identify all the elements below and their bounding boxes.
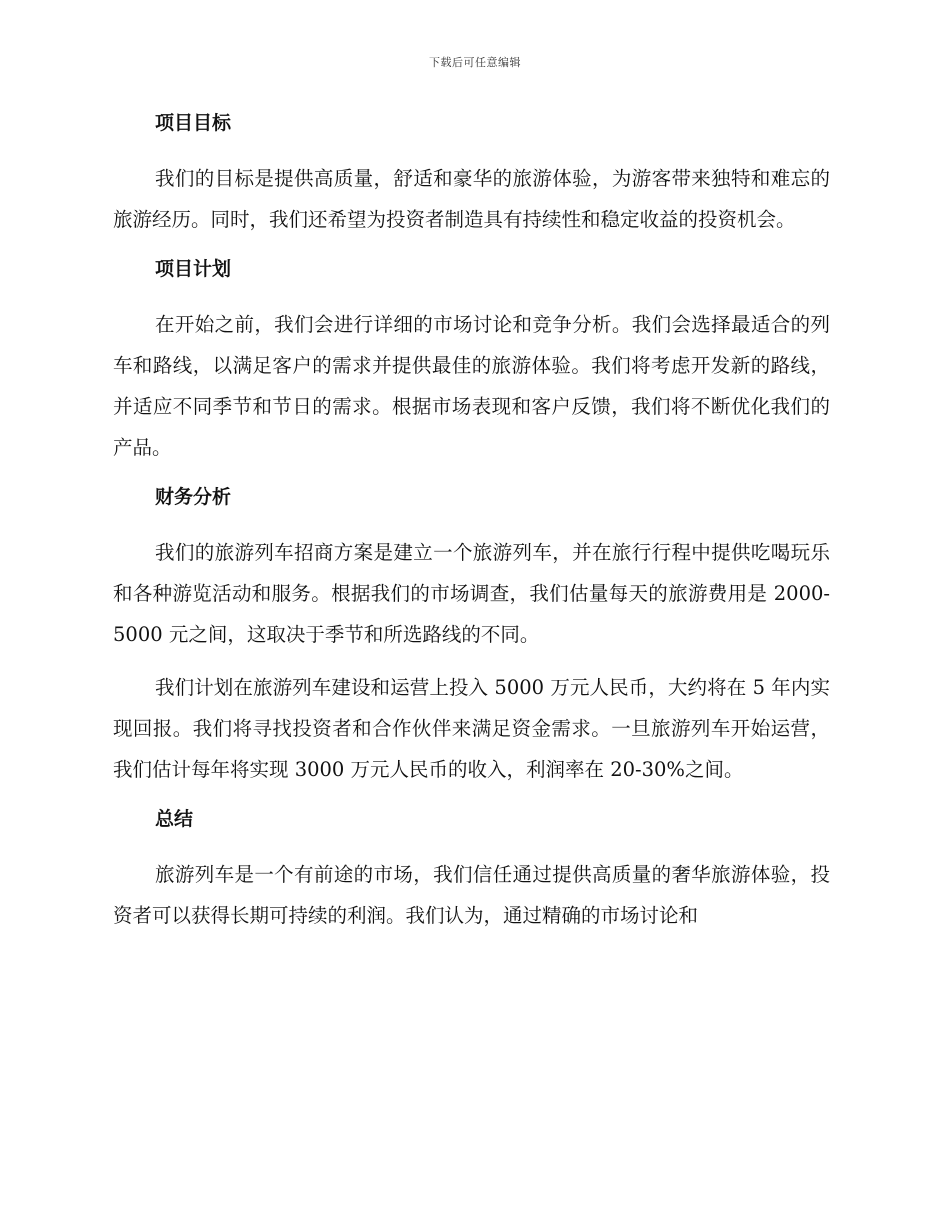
section-heading: 总结 — [155, 808, 194, 830]
section-project-plan — [113, 254, 830, 468]
paragraph: 我们计划在旅游列车建设和运营上投入 5000 万元人民币，大约将在 5 年内实现回报。我们将寻找投资者和合作伙伴来满足资金需求。一旦旅游列车开始运营，我们估计每年将实现 3000 万元人民币的收入，利润率在 20-30%之间。 — [113, 676, 830, 781]
paragraph: 我们的目标是提供高质量，舒适和豪华的旅游体验，为游客带来独特和难忘的旅游经历。同时，我们还希望为投资者制造具有持续性和稳定收益的投资机会。 — [113, 167, 830, 231]
section-summary — [113, 804, 830, 936]
document-body — [113, 108, 830, 942]
paragraph: 在开始之前，我们会进行详细的市场讨论和竞争分析。我们会选择最适合的列车和路线，以满足客户的需求并提供最佳的旅游体验。我们将考虑开发新的路线，并适应不同季节和节日的需求。根据市场表现和客户反馈，我们将不断优化我们的产品。 — [113, 313, 830, 459]
paragraph: 旅游列车是一个有前途的市场，我们信任通过提供高质量的奢华旅游体验，投资者可以获得长期可持续的利润。我们认为，通过精确的市场讨论和 — [113, 863, 830, 927]
section-project-goal — [113, 108, 830, 240]
section-financial-analysis — [113, 482, 830, 790]
page-header: 下载后可任意编辑 — [429, 56, 521, 69]
section-heading: 项目计划 — [155, 258, 232, 280]
section-heading: 项目目标 — [155, 112, 232, 134]
paragraph: 我们的旅游列车招商方案是建立一个旅游列车，并在旅行行程中提供吃喝玩乐和各种游览活动和服务。根据我们的市场调查，我们估量每天的旅游费用是 2000-5000 元之间，这取决于季节和所选路线的不同。 — [113, 541, 830, 646]
section-heading: 财务分析 — [155, 486, 232, 508]
